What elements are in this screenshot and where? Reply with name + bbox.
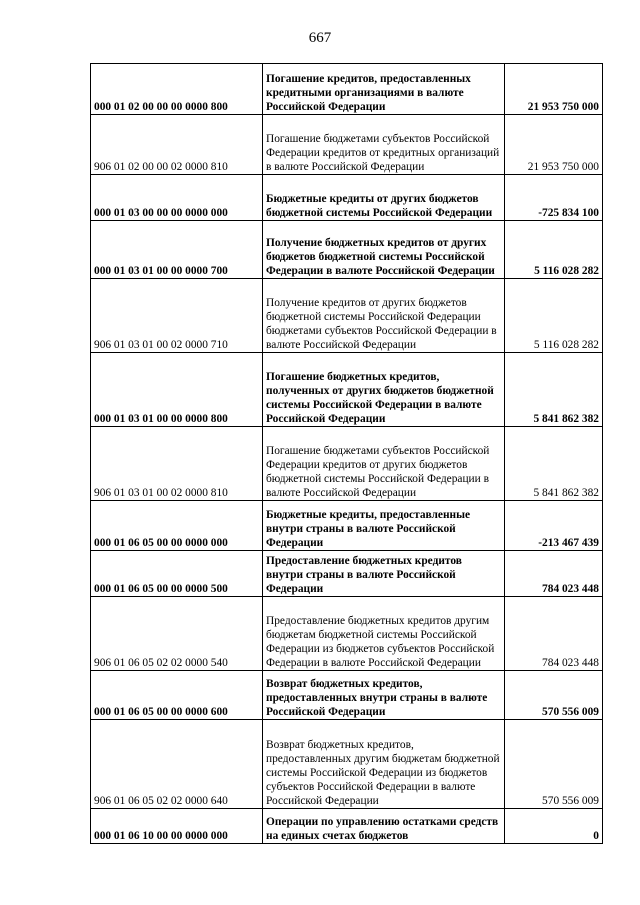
table-row: [91, 597, 603, 671]
table-row: [91, 279, 603, 353]
amount: 5 841 862 382: [505, 353, 603, 427]
budget-code: 000 01 02 00 00 00 0000 800: [91, 64, 263, 115]
table-row: [91, 720, 603, 809]
amount: 5 116 028 282: [505, 221, 603, 279]
amount: 5 841 862 382: [505, 427, 603, 501]
budget-code: 000 01 06 05 00 00 0000 000: [91, 501, 263, 551]
table-row: [91, 809, 603, 844]
item-name: Предоставление бюджетных кредитов другим бюджетам бюджетной системы Российской Федерации из бюджетов субъектов Российской Федерации в валюте Российской Федерации: [263, 597, 505, 671]
amount: -213 467 439: [505, 501, 603, 551]
table-row: [91, 64, 603, 115]
budget-code: 000 01 03 01 00 00 0000 700: [91, 221, 263, 279]
table-row: [91, 353, 603, 427]
table-row: [91, 501, 603, 551]
budget-code: 000 01 06 05 00 00 0000 500: [91, 551, 263, 597]
item-name: Погашение кредитов, предоставленных кредитными организациями в валюте Российской Федерации: [263, 64, 505, 115]
budget-sources-table: [90, 63, 603, 844]
amount: 21 953 750 000: [505, 64, 603, 115]
item-name: Погашение бюджетных кредитов, полученных от других бюджетов бюджетной системы Российской Федерации в валюте Российской Федерации: [263, 353, 505, 427]
table-row: [91, 115, 603, 175]
item-name: Бюджетные кредиты от других бюджетов бюджетной системы Российской Федерации: [263, 175, 505, 221]
amount: 784 023 448: [505, 597, 603, 671]
item-name: Бюджетные кредиты, предоставленные внутри страны в валюте Российской Федерации: [263, 501, 505, 551]
amount: 21 953 750 000: [505, 115, 603, 175]
amount: -725 834 100: [505, 175, 603, 221]
budget-code: 906 01 06 05 02 02 0000 540: [91, 597, 263, 671]
item-name: Операции по управлению остатками средств на единых счетах бюджетов: [263, 809, 505, 844]
budget-code: 906 01 06 05 02 02 0000 640: [91, 720, 263, 809]
amount: 570 556 009: [505, 720, 603, 809]
amount: 0: [505, 809, 603, 844]
budget-code: 906 01 03 01 00 02 0000 810: [91, 427, 263, 501]
table-row: [91, 671, 603, 720]
budget-code: 000 01 06 05 00 00 0000 600: [91, 671, 263, 720]
amount: 784 023 448: [505, 551, 603, 597]
item-name: Возврат бюджетных кредитов, предоставленных другим бюджетам бюджетной системы Российской Федерации из бюджетов субъектов Российской Федерации в валюте Российской Федерации: [263, 720, 505, 809]
item-name: Погашение бюджетами субъектов Российской Федерации кредитов от других бюджетов бюджетной системы Российской Федерации в валюте Российской Федерации: [263, 427, 505, 501]
budget-code: 000 01 06 10 00 00 0000 000: [91, 809, 263, 844]
table-row: [91, 175, 603, 221]
budget-code: 000 01 03 01 00 00 0000 800: [91, 353, 263, 427]
table-row: [91, 427, 603, 501]
budget-code: 000 01 03 00 00 00 0000 000: [91, 175, 263, 221]
amount: 5 116 028 282: [505, 279, 603, 353]
page-number: 667: [308, 30, 332, 46]
item-name: Погашение бюджетами субъектов Российской Федерации кредитов от кредитных организаций в валюте Российской Федерации: [263, 115, 505, 175]
item-name: Предоставление бюджетных кредитов внутри страны в валюте Российской Федерации: [263, 551, 505, 597]
amount: 570 556 009: [505, 671, 603, 720]
item-name: Возврат бюджетных кредитов, предоставленных внутри страны в валюте Российской Федерации: [263, 671, 505, 720]
budget-code: 906 01 02 00 00 02 0000 810: [91, 115, 263, 175]
item-name: Получение кредитов от других бюджетов бюджетной системы Российской Федерации бюджетами субъектов Российской Федерации в валюте Российской Федерации: [263, 279, 505, 353]
table-row: [91, 221, 603, 279]
budget-code: 906 01 03 01 00 02 0000 710: [91, 279, 263, 353]
table-row: [91, 551, 603, 597]
item-name: Получение бюджетных кредитов от других бюджетов бюджетной системы Российской Федерации в валюте Российской Федерации: [263, 221, 505, 279]
